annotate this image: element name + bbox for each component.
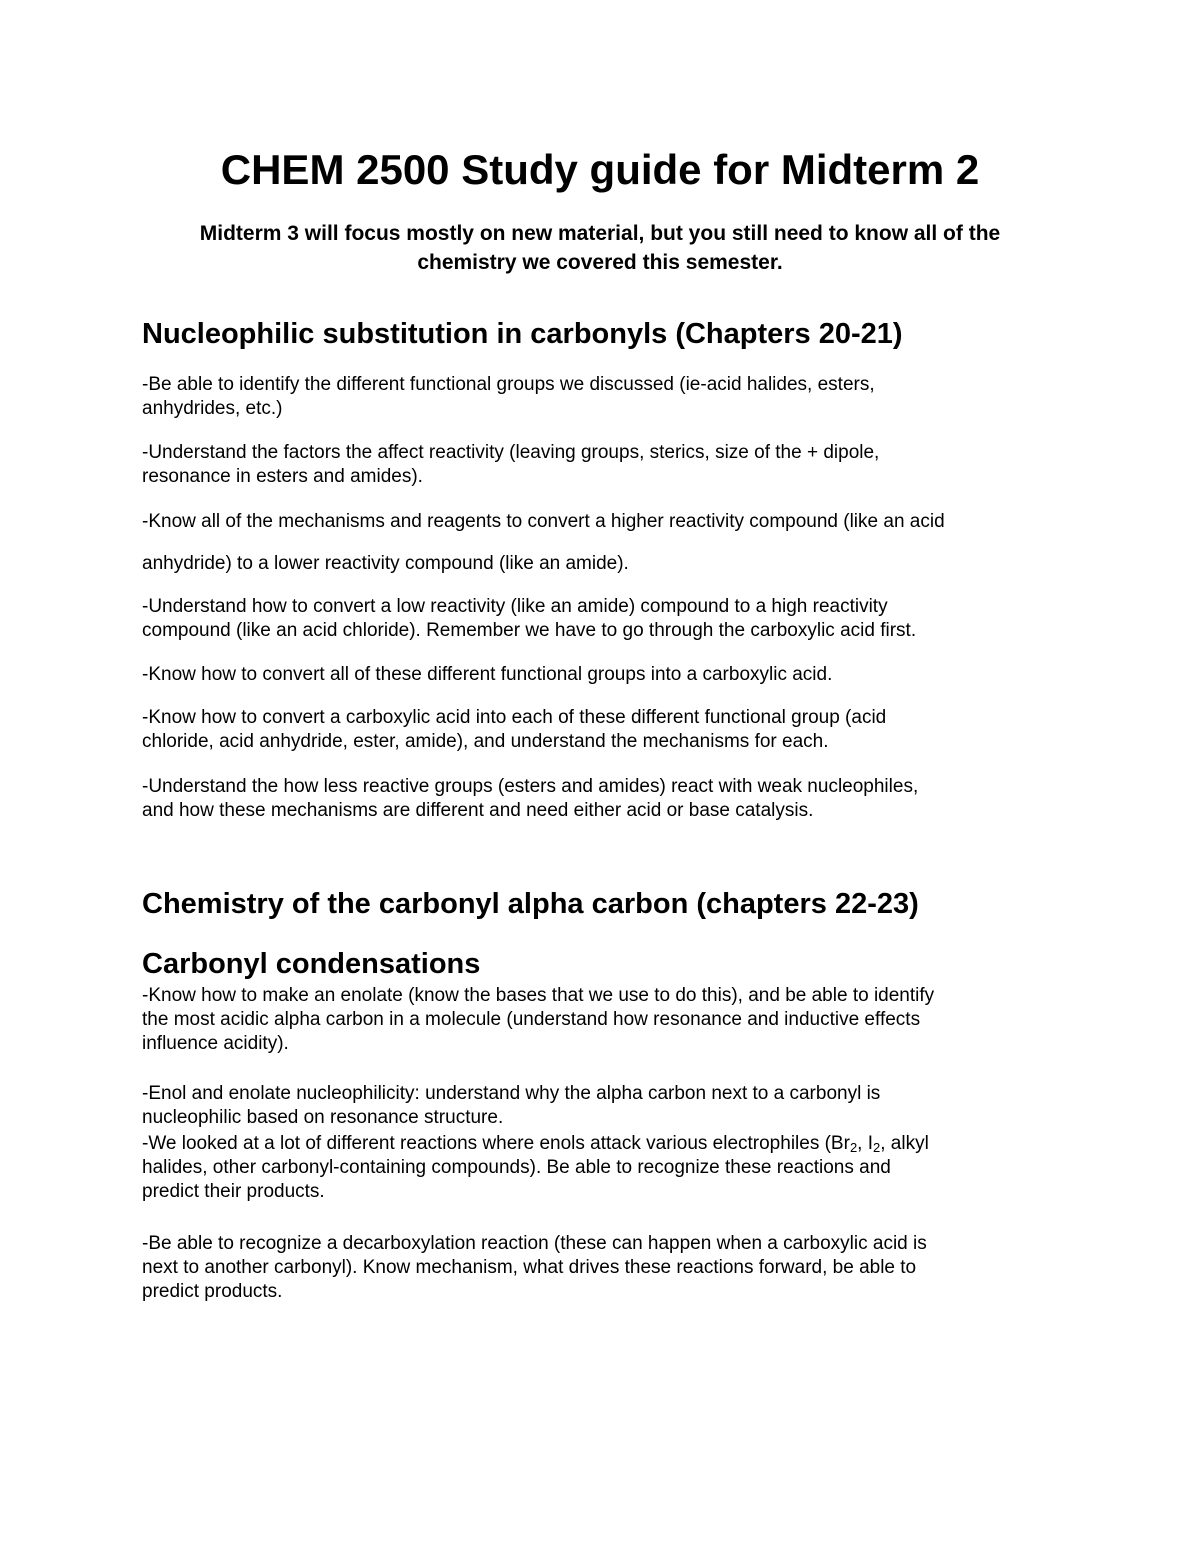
text-line: predict products. [142,1281,283,1302]
text-run: -We looked at a lot of different reactions where enols attack various electrophiles (Br [142,1133,850,1154]
text-line [142,1132,1082,1156]
text-line: -Understand how to convert a low reactivity (like an amide) compound to a high reactivity [142,596,888,617]
paragraph [142,706,1082,754]
paragraph [142,984,1082,1056]
text-run: , alkyl [880,1133,929,1154]
text-line: next to another carbonyl). Know mechanism, what drives these reactions forward, be able to [142,1257,917,1278]
text-line: influence acidity). [142,1033,289,1054]
text-line: anhydrides, etc.) [142,398,283,419]
text-line: -Understand the factors the affect reactivity (leaving groups, sterics, size of the + dipole, [142,442,880,463]
section-heading-alpha-carbon: Chemistry of the carbonyl alpha carbon (chapters 22-23) [142,888,919,920]
section-heading-nucleophilic: Nucleophilic substitution in carbonyls (Chapters 20-21) [142,318,903,350]
text-line: -Enol and enolate nucleophilicity: understand why the alpha carbon next to a carbonyl is [142,1083,881,1104]
text-line: -Be able to recognize a decarboxylation reaction (these can happen when a carboxylic acid is [142,1233,927,1254]
subtitle-note [0,219,1200,277]
subtitle-line: Midterm 3 will focus mostly on new material, but you still need to know all of the [199,222,1001,245]
text-line: and how these mechanisms are different and need either acid or base catalysis. [142,800,814,821]
paragraph [142,373,1082,421]
paragraph [142,775,1082,823]
paragraph [142,552,1082,576]
paragraph [142,1232,1082,1304]
paragraph [142,510,1082,534]
paragraph [142,441,1082,489]
text-line: nucleophilic based on resonance structure. [142,1107,504,1128]
text-line: resonance in esters and amides). [142,466,423,487]
text-run: , I [857,1133,874,1154]
text-line: -Understand the how less reactive groups (esters and amides) react with weak nucleophiles, [142,776,919,797]
paragraph [142,595,1082,643]
subtitle-line: chemistry we covered this semester. [417,251,783,274]
text-line: -Be able to identify the different functional groups we discussed (ie-acid halides, esters, [142,374,875,395]
text-line: -Know how to convert all of these different functional groups into a carboxylic acid. [142,664,833,685]
text-line: chloride, acid anhydride, ester, amide), and understand the mechanisms for each. [142,731,829,752]
paragraph [142,663,1082,687]
text-line: -Know all of the mechanisms and reagents to convert a higher reactivity compound (like an acid [142,511,945,532]
subscript: 2 [849,1140,858,1155]
text-line: -Know how to make an enolate (know the bases that we use to do this), and be able to identify [142,985,935,1006]
text-line: predict their products. [142,1181,325,1202]
text-line: halides, other carbonyl-containing compounds). Be able to recognize these reactions and [142,1157,891,1178]
text-line: compound (like an acid chloride). Remember we have to go through the carboxylic acid first. [142,620,917,641]
text-line: the most acidic alpha carbon in a molecule (understand how resonance and inductive effects [142,1009,921,1030]
subsection-heading-condensations: Carbonyl condensations [142,948,481,980]
subscript: 2 [873,1140,881,1155]
page-title: CHEM 2500 Study guide for Midterm 2 [220,146,980,193]
text-line: -Know how to convert a carboxylic acid into each of these different functional group (acid [142,707,887,728]
paragraph [142,1082,1082,1130]
paragraph [142,1132,1082,1204]
text-line: anhydride) to a lower reactivity compound (like an amide). [142,553,629,574]
